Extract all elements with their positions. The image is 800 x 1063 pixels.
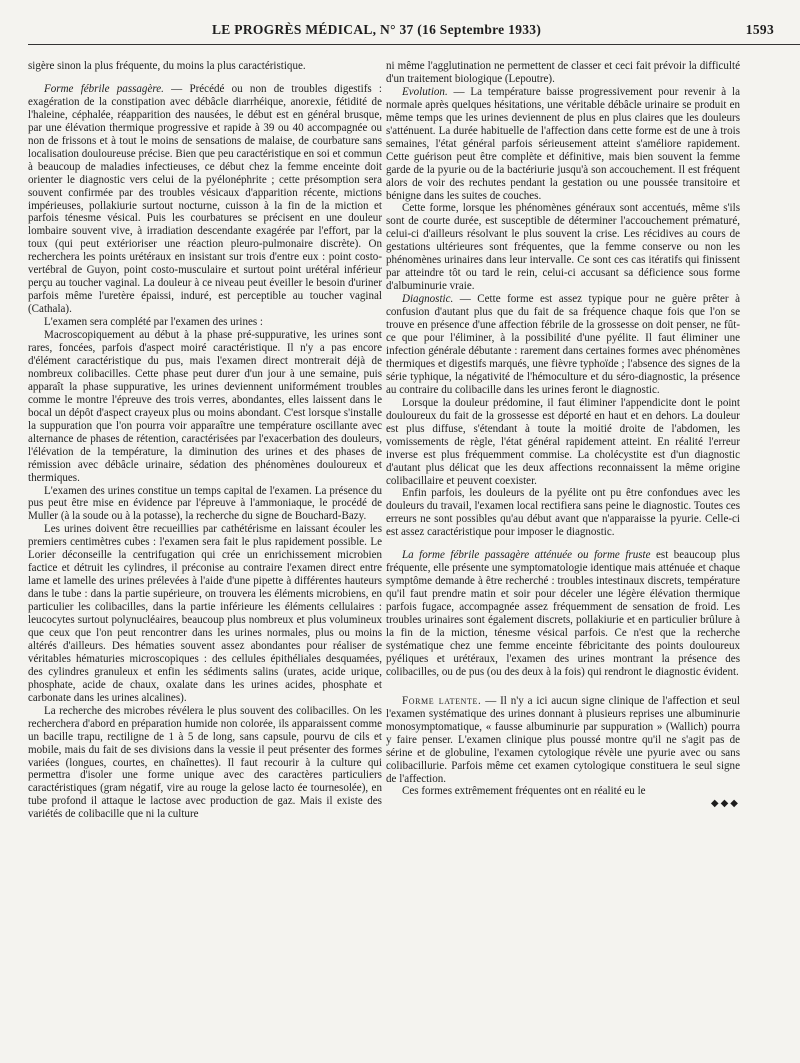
right-column <box>386 60 740 811</box>
paragraph <box>28 83 382 316</box>
paragraph: L'examen sera complété par l'examen des urines : <box>44 316 263 329</box>
paragraph: Les urines doivent être recueillies par cathétérisme en laissant écouler les premiers centimètres cubes : l'examen sera fait le plus rapidement possible. Le Lorier déconseille la centrifugation qui crée un enrichissement microbien factice et détruit les cylindres, il préconise au contraire l'examen direct entre lame et lamelle des urines prélevées à l'aide d'une pipette à différentes hauteurs dans le tube : dans la partie supérieure, on trouvera les éléments microbiens, en particulier les colibacilles, dans la partie inférieure les éléments cellulaires : leucocytes surtout polynucléaires, beaucoup plus nombreux et plus volumineux que ceux que l'on peut rencontrer dans les urines normales, plus ou moins altérés d'ailleurs. Des hématies souvent assez abondantes pour réaliser de véritables hématuries microscopiques : des cellules épithéliales desquamées, des cylindres granuleux et enfin les sédiments salins (urates, acide urique, phosphate, acide de chaux, oxalate dans les urines acides, phosphate et carbonate dans les urines alcalines). <box>28 523 382 704</box>
paragraph: Enfin parfois, les douleurs de la pyélite ont pu être confondues avec les douleurs du travail, l'examen local rectifiera sans peine le diagnostic. Toutes ces erreurs ne sont possibles qu'au début avant que n'apparaisse la pyurie. Celle-ci est assez caractéristique pour imposer le diagnostic. <box>386 487 740 539</box>
section-label: Forme latente. <box>402 694 482 707</box>
section-label: Forme fébrile passagère. <box>44 82 164 95</box>
paragraph: Lorsque la douleur prédomine, il faut éliminer l'appendicite dont le point douloureux du fait de la grossesse est déporté en haut et en dehors. La douleur est plus diffuse, s'étendant à toute la moitié droite de l'abdomen, les vomissements de règle, l'état général rapidement atteint. En réalité l'erreur inverse est plus fréquemment commise. La cholécystite est d'un diagnostic d'autant plus délicat que les deux affections reconnaissent la même origine colibacillaire et peuvent coexister. <box>386 396 740 487</box>
paragraph-text: — Cette forme est assez typique pour ne guère prêter à confusion d'autant plus que du fait de sa fréquence chaque fois que l'on se trouve en présence d'une affection fébrile de la grossesse on doit penser, ne fût-ce que pour l'éliminer, à la possibilité d'une pyélite. Il faut éliminer une infection générale débutante : rarement dans certaines formes avec phénomènes thermiques et digestifs marqués, une fièvre typhoïde ; l'absence des signes de la série typhique, la négativité de l'hémoculture et du séro-diagnostic, la présence au contraire du colibacille dans les urines feront le diagnostic. <box>386 293 740 396</box>
header-rule <box>28 44 800 45</box>
paragraph <box>386 549 740 679</box>
paragraph: La recherche des microbes révélera le plus souvent des colibacilles. On les recherchera d'abord en préparation humide non colorée, ils apparaissent comme un bacille trapu, rectiligne de 1 à 5 de long, sans capsule, pourvu de cils et mobile, mais du fait de ses divisions dans la vessie il peut présenter des formes variées (longues, courtes, en chaînettes). Il faut recourir à la culture qui permettra d'isoler une forme unique avec des caractères particuliers caractéristiques (gram négatif, vire au rouge la gelose lacto ée tournesolée), en tube profond il attaque le lactose avec production de gaz. Mais il existe des variétés de colibacille que ni la culture <box>28 704 382 821</box>
left-column <box>28 60 382 821</box>
paragraph-text: — Il n'y a ici aucun signe clinique de l'affection et seul l'examen systématique des urines donnant à plusieurs reprises une albuminurie monosymptomatique, « fausse albuminurie par suppuration » (Wallich) pourra y faire penser. L'examen clinique plus poussé montre qu'il ne s'agit pas de sérine et de globuline, l'examen cytologique révèle une pyurie avec ou sans colibacillurie. Parfois même cet examen cytologique constituera le seul signe de l'affection. <box>386 694 740 785</box>
running-header <box>160 22 780 44</box>
paragraph: ni même l'agglutination ne permettent de classer et ceci fait prévoir la difficulté d'un traitement biologique (Lepoutre). <box>386 60 740 85</box>
end-ornament: ◆◆◆ <box>710 798 740 810</box>
paragraph <box>386 293 740 397</box>
page-number: 1593 <box>745 22 774 37</box>
paragraph: sigère sinon la plus fréquente, du moins la plus caractéristique. <box>28 60 306 72</box>
paragraph: L'examen des urines constitue un temps capital de l'examen. La présence du pus peut être mise en évidence par l'épreuve à l'ammoniaque, le procédé de Muller (à la soude ou à la potasse), la recherche du signe de Bouchard-Bazy. <box>28 484 382 523</box>
section-label: La forme fébrile passagère atténuée ou forme fruste <box>402 549 651 562</box>
paragraph-text: est beaucoup plus fréquente, elle présente une symptomatologie identique mais atténuée et chaque symptôme demande à être recherché : troubles intestinaux discrets, température qu'il faut prendre matin et soir pour déceler une légère élévation thermique parfois fugace, accompagnée assez fréquemment de sensation de froid. Les troubles urinaires sont également discrets, pollakiurie et en particulier brûlure à la fin de la miction, ténesme vésical parfois. Ce n'est que la recherche systématique chez une femme enceinte fébricitante des points douloureux pyéliques et urétéraux, l'examen des urines montrant la présence des colibacilles, ou de pus (ou des deux à la fois) qui rendront le diagnostic évident. <box>386 549 740 678</box>
section-label: Evolution. <box>402 85 448 98</box>
paragraph: Ces formes extrêmement fréquentes ont en réalité eu le <box>402 785 646 798</box>
paragraph-text: — La température baisse progressivement pour revenir à la normale après quelques hésitations, une véritable débâcle urinaire se produit en même temps que les urines deviennent de plus en plus claires que les douleurs s'atténuent. La durée habituelle de l'affection dans cette forme est de une à trois semaines, l'état général parfois sérieusement atteint s'améliore rapidement. Cette guérison peut être complète et définitive, mais bien souvent la femme garde de la pyurie ou de la bactériurie jusqu'à son accouchement. Il est fréquent alors de voir des rechutes pendant la gestation ou une poussée transitoire et bénigne dans les suites de couches. <box>386 85 740 202</box>
section-label: Diagnostic. <box>402 293 454 306</box>
paragraph <box>386 695 740 786</box>
paragraph: Cette forme, lorsque les phénomènes généraux sont accentués, même s'ils sont de courte durée, est susceptible de déterminer l'accouchement prématuré, celui-ci d'ailleurs résolvant le plus souvent la crise. Les récidives au cours de gestations ultérieures sont fréquentes, que la femme conserve ou non les phénomènes urinaires dans leur intervalle. Ce sont ces cas itératifs qui finissent par atteindre tôt ou tard le rein, celui-ci accusant sa déficience sous forme d'albuminurie vraie. <box>386 202 740 293</box>
paragraph-text: — Précédé ou non de troubles digestifs : exagération de la constipation avec débâcle diarrhéique, anorexie, fétidité de l'haleine, céphalée, réapparition des nausées, le début est en général brusque, par une élévation thermique progressive et rapide à 39 ou 40 accompagnée ou non de frissons et à tout le moins de sensations de malaise, de courbature sans localisation douloureuse précise. Bien que peu caractéristique en soi et commun à beaucoup de maladies infectieuses, ce début chez la femme enceinte doit orienter le diagnostic vers celui de la pyélonéphrite ; cette présomption sera souvent confirmée par des troubles vésicaux d'apparition récente, mictions impérieuses, pollakiurie surtout nocturne, cuisson à la fin de la miction et parfois ténesme vésical. Puis les courbatures se précisent en une douleur lombaire souvent vive, à irradiation descendante exagérée par l'effort, par la toux (qui peut extérioriser une réaction pleuro-pulmonaire discrète). On recherchera les points urétéraux en insistant sur trois d'entre eux : point costo-vertébral de Guyon, point costo-musculaire et surtout point urétéral inférieur perçu au toucher vaginal. La douleur à ce niveau peut éveiller le besoin d'uriner parfois même l'uretère épaissi, induré, est perceptible au toucher vaginal (Cathala). <box>28 82 382 316</box>
paragraph: Macroscopiquement au début à la phase pré-suppurative, les urines sont rares, foncées, parfois d'aspect moiré caractéristique. Il n'y a pas encore d'élément caractéristique du pus, mais l'examen direct montrerait déjà de nombreux colibacilles. Cette phase peut durer d'un jour à une semaine, puis apparaît la phase suppurative, les urines deviennent uniformément troubles comme le montre l'épreuve des trois verres, abondantes, elles laissent dans le bocal un dépôt d'aspect crayeux plus ou moins abondant. C'est lorsque s'installe la suppuration que l'on pourra voir apparaître une température oscillante avec alternance de phases de rétention, caractérisées par l'exacerbation des douleurs, l'élévation de la température, la diminution des urines et des phases de rémission avec débâcle urinaire, sédation des phénomènes douloureux et thermiques. <box>28 329 382 484</box>
journal-title: LE PROGRÈS MÉDICAL, N° 37 (16 Septembre 1933) <box>212 22 542 37</box>
paragraph <box>386 86 740 203</box>
